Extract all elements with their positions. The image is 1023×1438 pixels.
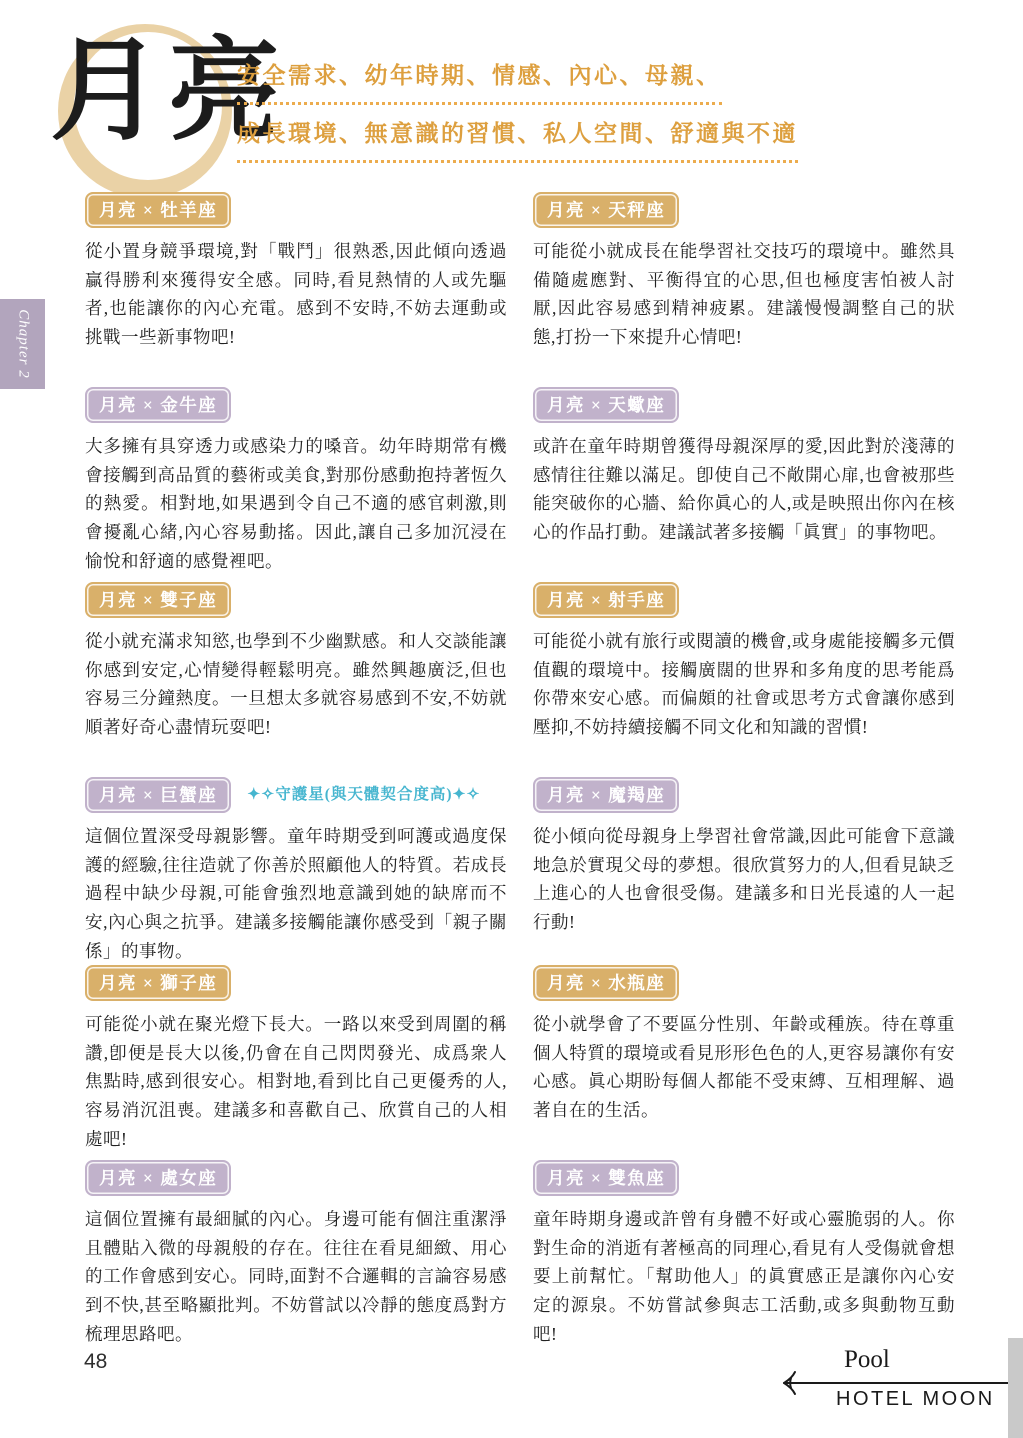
zodiac-text-sagittarius: 可能從小就有旅行或閱讀的機會,或身處能接觸多元價值觀的環境中。接觸廣闊的世界和多角度的思考能爲你帶來安心感。而偏頗的社會或思考方式會讓你感到壓抑,不妨持續接觸不同文化和知識的習慣! bbox=[533, 631, 955, 738]
zodiac-text-aries: 從小置身競爭環境,對「戰鬥」很熟悉,因此傾向透過贏得勝利來獲得安全感。同時,看見熱情的人或先驅者,也能讓你的內心充電。感到不安時,不妨去運動或挑戰一些新事物吧! bbox=[85, 241, 507, 348]
chapter-tab bbox=[0, 299, 45, 389]
zodiac-badge-taurus: 月亮 × 金牛座 bbox=[85, 387, 231, 423]
zodiac-badge-pisces: 月亮 × 雙魚座 bbox=[533, 1160, 679, 1196]
zodiac-text-libra: 可能從小就成長在能學習社交技巧的環境中。雖然具備隨處應對、平衡得宜的心思,但也極度害怕被人討厭,因此容易感到精神疲累。建議慢慢調整自己的狀態,打扮一下來提升心情吧! bbox=[533, 241, 955, 348]
section-moon-cancer bbox=[85, 777, 507, 965]
zodiac-badge-cancer: 月亮 × 巨蟹座 bbox=[85, 777, 231, 813]
keywords-line-2 bbox=[237, 115, 798, 163]
brand-name: Pool bbox=[844, 1346, 890, 1373]
brand-subtitle: HOTEL MOON bbox=[836, 1388, 995, 1410]
zodiac-text-cancer: 這個位置深受母親影響。童年時期受到呵護或過度保護的經驗,往往造就了你善於照顧他人的特質。若成長過程中缺少母親,可能會強烈地意識到她的缺席而不安,內心與之抗爭。建議多接觸能讓你感受到「親子關係」的事物。 bbox=[85, 826, 507, 961]
chapter-tab-label: Chapter 2 bbox=[15, 309, 31, 379]
page-number: 48 bbox=[84, 1350, 108, 1373]
zodiac-text-gemini: 從小就充滿求知慾,也學到不少幽默感。和人交談能讓你感到安定,心情變得輕鬆明亮。雖然興趣廣泛,但也容易三分鐘熱度。一旦想太多就容易感到不安,不妨就順著好奇心盡情玩耍吧! bbox=[85, 631, 507, 738]
section-moon-libra bbox=[533, 192, 955, 352]
section-moon-taurus bbox=[85, 387, 507, 575]
zodiac-badge-leo: 月亮 × 獅子座 bbox=[85, 965, 231, 1001]
section-moon-virgo bbox=[85, 1160, 507, 1348]
section-moon-sagittarius bbox=[533, 582, 955, 742]
zodiac-text-virgo: 這個位置擁有最細膩的內心。身邊可能有個注重潔淨且體貼入微的母親般的存在。往往在看見細緻、用心的工作會感到安心。同時,面對不合邏輯的言論容易感到不快,甚至略顯批判。不妨嘗試以冷靜的態度爲對方梳理思路吧。 bbox=[85, 1209, 507, 1344]
page-title: 月亮 bbox=[50, 30, 286, 154]
zodiac-badge-gemini: 月亮 × 雙子座 bbox=[85, 582, 231, 618]
keywords-text-1: 安全需求、幼年時期、情感、內心、母親、 bbox=[237, 57, 722, 105]
zodiac-badge-sagittarius: 月亮 × 射手座 bbox=[533, 582, 679, 618]
zodiac-badge-virgo: 月亮 × 處女座 bbox=[85, 1160, 231, 1196]
arrow-icon bbox=[780, 1368, 812, 1403]
zodiac-badge-scorpio: 月亮 × 天蠍座 bbox=[533, 387, 679, 423]
zodiac-badge-aquarius: 月亮 × 水瓶座 bbox=[533, 965, 679, 1001]
section-moon-aries bbox=[85, 192, 507, 352]
brand-divider-line bbox=[790, 1382, 1023, 1384]
zodiac-text-pisces: 童年時期身邊或許曾有身體不好或心靈脆弱的人。你對生命的消逝有著極高的同理心,看見有人受傷就會想要上前幫忙。「幫助他人」的眞實感正是讓你內心安定的源泉。不妨嘗試參與志工活動,或多與動物互動吧! bbox=[533, 1209, 955, 1344]
section-moon-capricorn bbox=[533, 777, 955, 937]
brand-block bbox=[780, 1344, 1023, 1414]
section-moon-scorpio bbox=[533, 387, 955, 547]
section-moon-gemini bbox=[85, 582, 507, 742]
zodiac-text-aquarius: 從小就學會了不要區分性別、年齡或種族。待在尊重個人特質的環境或看見形形色色的人,更容易讓你有安心感。眞心期盼每個人都能不受束縛、互相理解、過著自在的生活。 bbox=[533, 1014, 955, 1121]
keywords-line-1 bbox=[237, 57, 722, 105]
page-edge-shadow bbox=[1008, 1338, 1023, 1438]
zodiac-badge-capricorn: 月亮 × 魔羯座 bbox=[533, 777, 679, 813]
section-moon-aquarius bbox=[533, 965, 955, 1125]
zodiac-badge-libra: 月亮 × 天秤座 bbox=[533, 192, 679, 228]
section-moon-leo bbox=[85, 965, 507, 1153]
guardian-star-note: ✦✧守護星(與天體契合度高)✦✧ bbox=[247, 786, 481, 803]
zodiac-text-leo: 可能從小就在聚光燈下長大。一路以來受到周圍的稱讚,卽便是長大以後,仍會在自己閃閃發光、成爲衆人焦點時,感到很安心。相對地,看到比自己更優秀的人,容易消沉沮喪。建議多和喜歡自己、欣賞自己的人相處吧! bbox=[85, 1014, 507, 1149]
zodiac-text-scorpio: 或許在童年時期曾獲得母親深厚的愛,因此對於淺薄的感情往往難以滿足。卽使自己不敞開心扉,也會被那些能突破你的心牆、給你眞心的人,或是映照出你內在核心的作品打動。建議試著多接觸「眞實」的事物吧。 bbox=[533, 436, 955, 543]
keywords-text-2: 成長環境、無意識的習慣、私人空間、舒適與不適 bbox=[237, 115, 798, 163]
zodiac-text-taurus: 大多擁有具穿透力或感染力的嗓音。幼年時期常有機會接觸到高品質的藝術或美食,對那份感動抱持著恆久的熱愛。相對地,如果遇到令自己不適的感官刺激,則會擾亂心緒,內心容易動搖。因此,讓自己多加沉浸在愉悅和舒適的感覺裡吧。 bbox=[85, 436, 507, 571]
section-moon-pisces bbox=[533, 1160, 955, 1348]
zodiac-badge-aries: 月亮 × 牡羊座 bbox=[85, 192, 231, 228]
zodiac-text-capricorn: 從小傾向從母親身上學習社會常識,因此可能會下意識地急於實現父母的夢想。很欣賞努力的人,但看見缺乏上進心的人也會很受傷。建議多和日光長遠的人一起行動! bbox=[533, 826, 955, 933]
